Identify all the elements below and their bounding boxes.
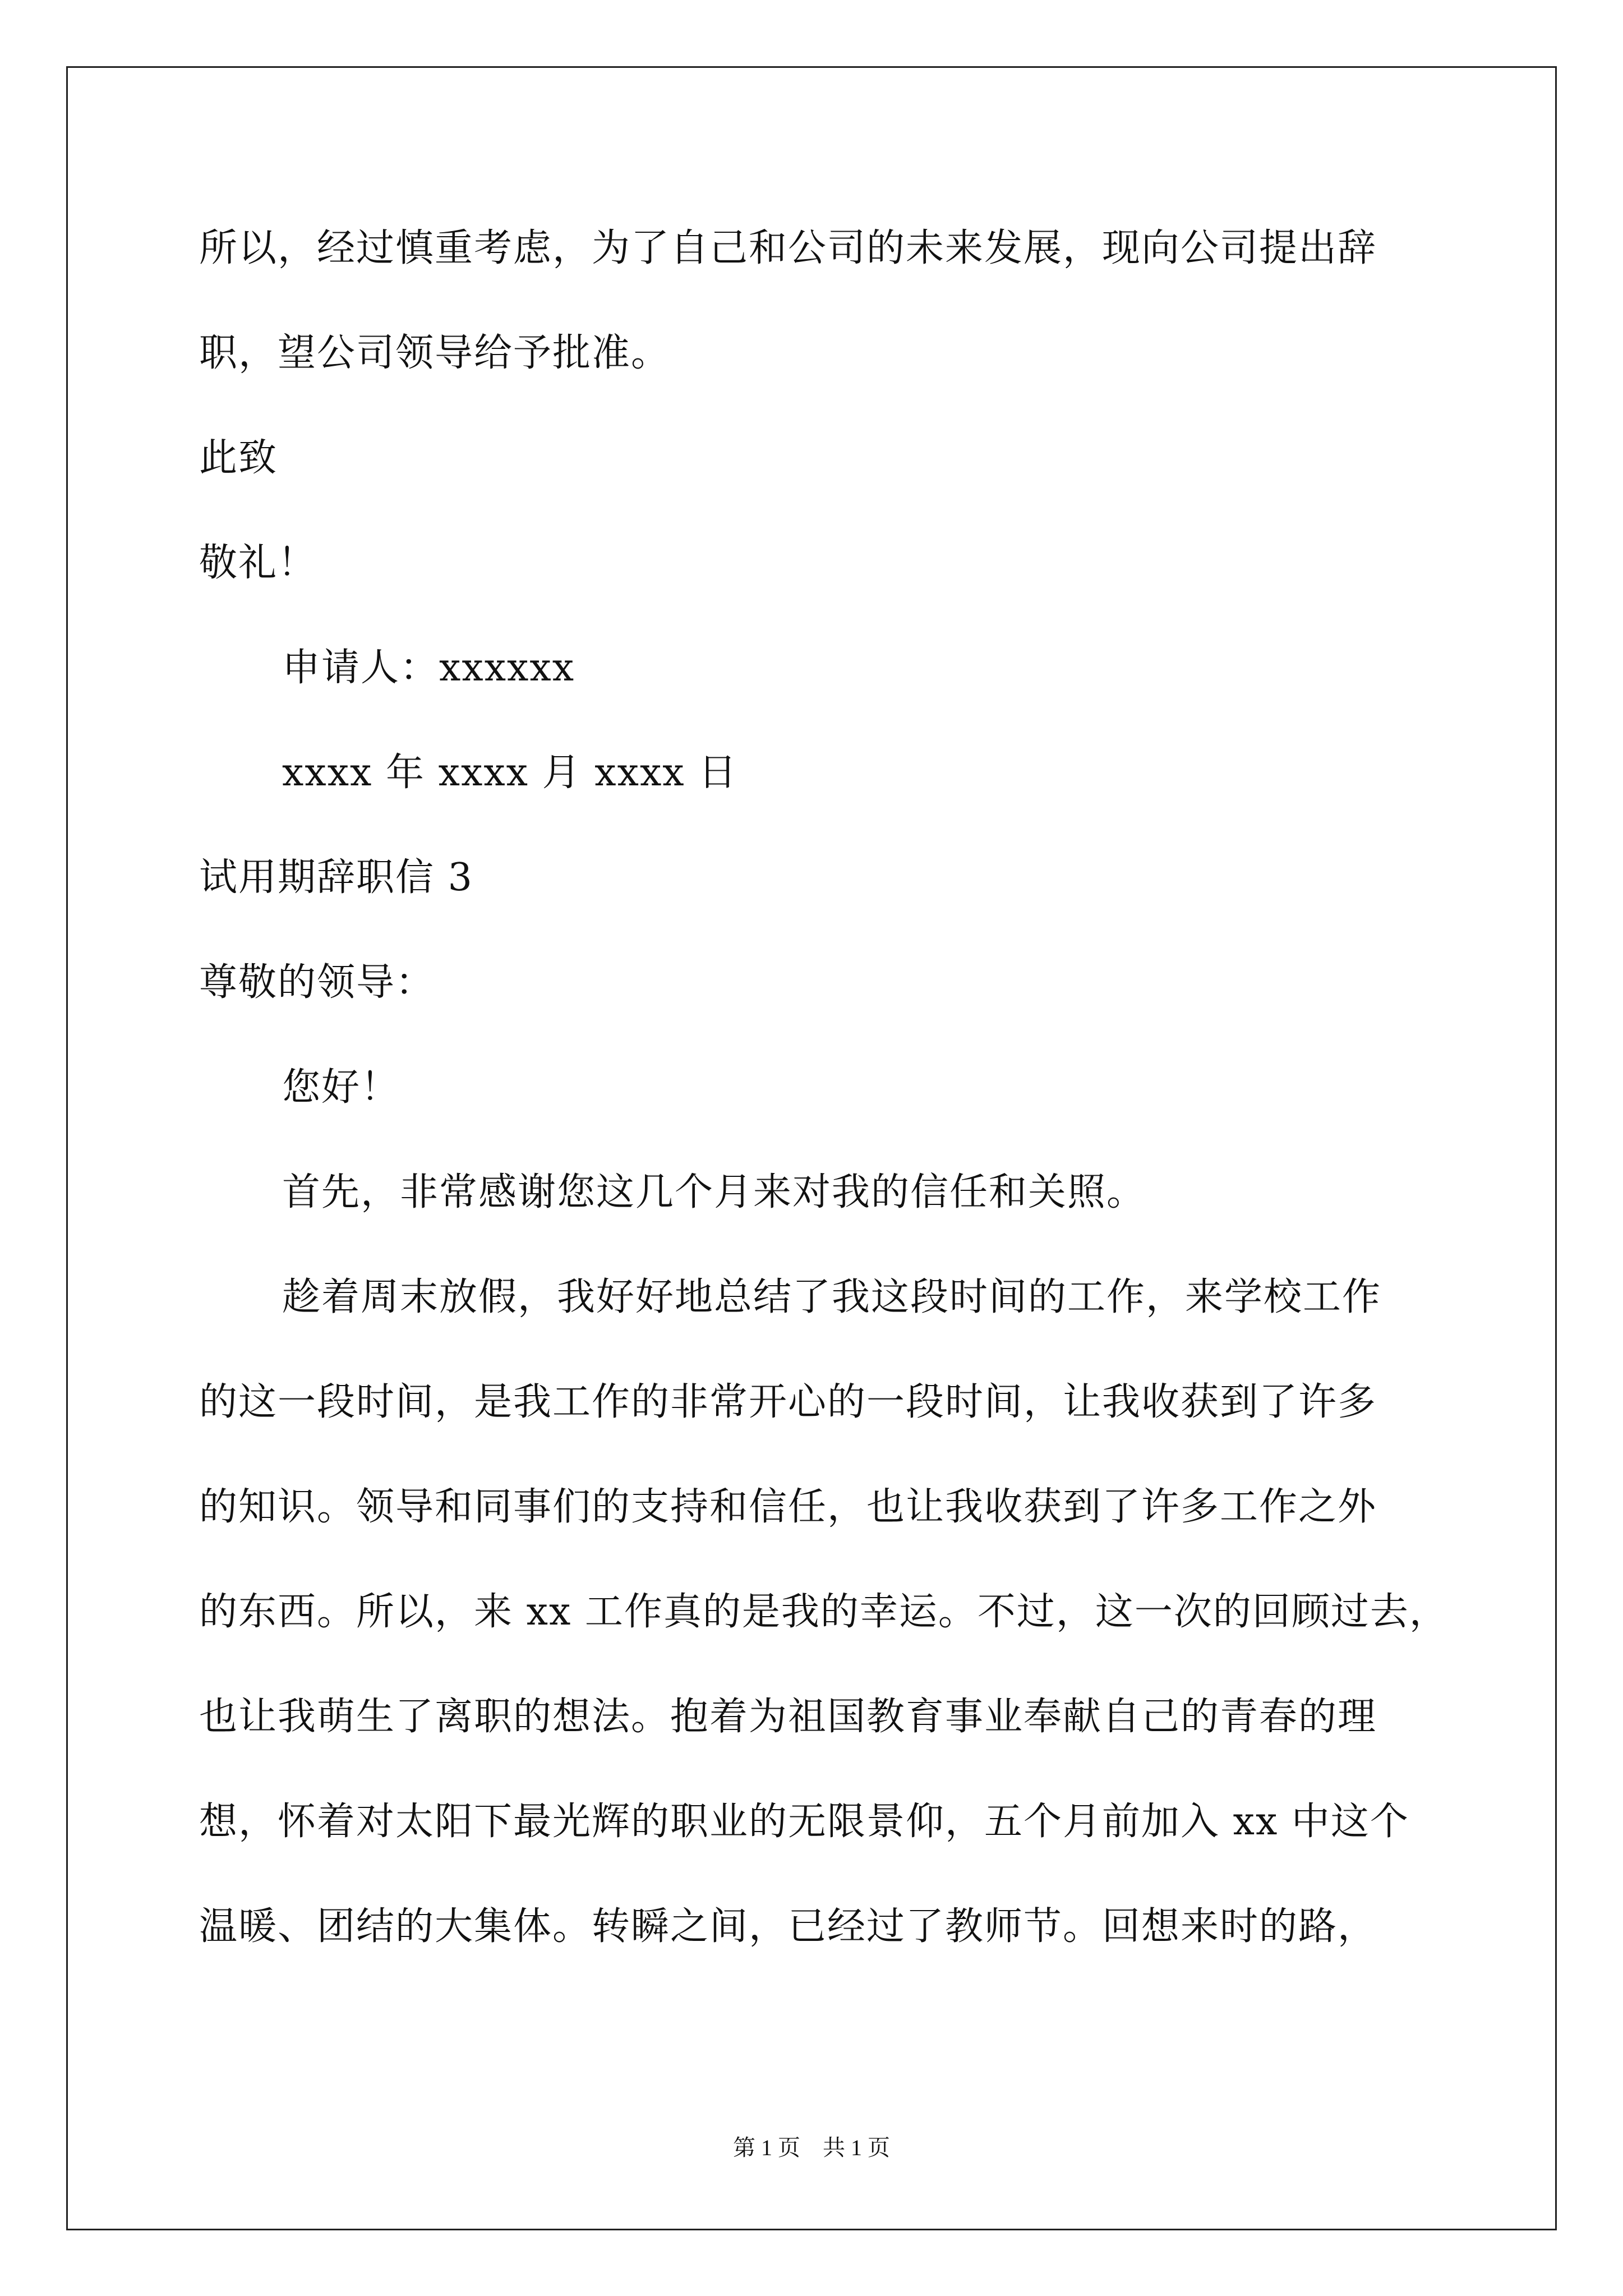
paragraph-line: 趁着周末放假，我好好地总结了我这段时间的工作，来学校工作 bbox=[282, 1275, 1382, 1319]
paragraph-line: 首先，非常感谢您这几个月来对我的信任和关照。 bbox=[282, 1170, 1146, 1214]
greeting: 您好！ bbox=[282, 1065, 400, 1110]
paragraph-line: 也让我萌生了离职的想法。抱着为祖国教育事业奉献自己的青春的理 bbox=[199, 1695, 1377, 1739]
section-title: 试用期辞职信 3 bbox=[199, 855, 473, 900]
salutation: 尊敬的领导： bbox=[199, 960, 435, 1005]
page-total: 共 1 页 bbox=[823, 2135, 890, 2160]
paragraph-line: 职，望公司领导给予批准。 bbox=[199, 331, 671, 375]
paragraph-line: 的这一段时间，是我工作的非常开心的一段时间，让我收获到了许多 bbox=[199, 1380, 1377, 1424]
paragraph-line: 的知识。领导和同事们的支持和信任，也让我收获到了许多工作之外 bbox=[199, 1485, 1377, 1529]
page-footer bbox=[0, 2134, 1623, 2162]
paragraph-line: 的东西。所以，来 xx 工作真的是我的幸运。不过，这一次的回顾过去， bbox=[199, 1590, 1449, 1634]
paragraph-line: 所以，经过慎重考虑，为了自己和公司的未来发展，现向公司提出辞 bbox=[199, 226, 1377, 270]
date-line: xxxx 年 xxxx 月 xxxx 日 bbox=[282, 751, 738, 795]
paragraph-line: 温暖、团结的大集体。转瞬之间，已经过了教师节。回想来时的路， bbox=[199, 1904, 1377, 1949]
page-number: 第 1 页 bbox=[733, 2135, 800, 2160]
closing-line: 此致 bbox=[199, 436, 278, 480]
applicant-line: 申请人：xxxxxx bbox=[282, 646, 575, 690]
closing-salutation: 敬礼！ bbox=[199, 541, 317, 585]
paragraph-line: 想，怀着对太阳下最光辉的职业的无限景仰，五个月前加入 xx 中这个 bbox=[199, 1800, 1409, 1844]
